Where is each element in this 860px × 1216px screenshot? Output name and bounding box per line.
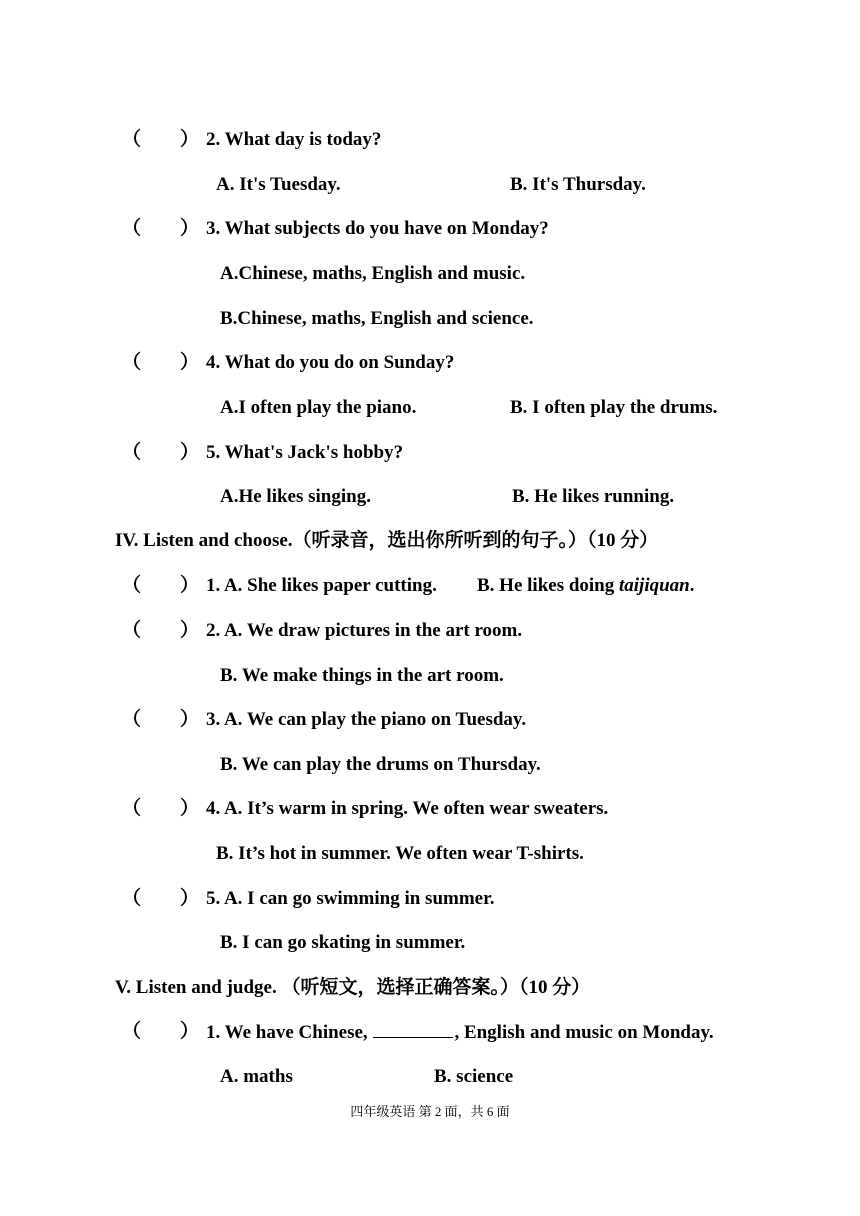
option-b: B. I can go skating in summer. — [220, 932, 466, 953]
question-3-5: 5. What's Jack's hobby? — [206, 442, 404, 463]
option-a: A.I often play the piano. — [220, 397, 417, 418]
answer-paren-close: ） — [180, 442, 200, 463]
question-4-2: 2. A. We draw pictures in the art room. — [206, 620, 523, 641]
question-3-4: 4. What do you do on Sunday? — [206, 352, 455, 373]
option-a: A.He likes singing. — [220, 486, 371, 507]
answer-paren-close: ） — [180, 798, 200, 819]
answer-paren-open: （ — [122, 575, 142, 596]
question-text-start: 1. We have Chinese, — [206, 1022, 373, 1043]
question-4-3: 3. A. We can play the piano on Tuesday. — [206, 709, 527, 730]
option-b: B. It's Thursday. — [510, 174, 646, 195]
answer-paren-close: ） — [180, 129, 200, 150]
answer-paren-close: ） — [180, 620, 200, 641]
question-5-1 — [206, 1021, 714, 1044]
section-heading: V. Listen and judge. （听短文，选择正确答案。）（10 分） — [115, 977, 591, 998]
option-b-italic: taijiquan — [619, 575, 690, 596]
fill-in-blank — [373, 1021, 453, 1038]
answer-paren-close: ） — [180, 709, 200, 730]
page-footer: 四年级英语 第 2 面，共 6 面 — [350, 1104, 510, 1119]
answer-paren-open: （ — [122, 218, 142, 239]
answer-paren-open: （ — [122, 129, 142, 150]
option-b: B.Chinese, maths, English and science. — [220, 308, 534, 329]
answer-paren-open: （ — [122, 620, 142, 641]
answer-paren-open: （ — [122, 709, 142, 730]
answer-paren-open: （ — [122, 442, 142, 463]
answer-paren-open: （ — [122, 1021, 142, 1042]
question-4-1: 1. A. She likes paper cutting. — [206, 575, 437, 596]
answer-paren-close: ） — [180, 1021, 200, 1042]
answer-paren-open: （ — [122, 798, 142, 819]
option-b-end: . — [689, 575, 695, 596]
option-b: B. We make things in the art room. — [220, 665, 504, 686]
question-4-4: 4. A. It’s warm in spring. We often wear sweaters. — [206, 798, 609, 819]
answer-paren-close: ） — [180, 575, 200, 596]
option-b: B. science — [434, 1066, 514, 1087]
option-b: B. We can play the drums on Thursday. — [220, 754, 541, 775]
option-b-text: B. He likes doing — [477, 575, 619, 596]
option-b: B. He likes running. — [512, 486, 675, 507]
option-a: A. It's Tuesday. — [216, 174, 341, 195]
option-b: B. I often play the drums. — [510, 397, 718, 418]
answer-paren-open: （ — [122, 888, 142, 909]
answer-paren-open: （ — [122, 352, 142, 373]
question-3-2: 2. What day is today? — [206, 129, 382, 150]
option-a: A.Chinese, maths, English and music. — [220, 263, 526, 284]
answer-paren-close: ） — [180, 218, 200, 239]
option-b: B. It’s hot in summer. We often wear T-shirts. — [216, 843, 584, 864]
option-b — [477, 575, 695, 597]
question-3-3: 3. What subjects do you have on Monday? — [206, 218, 549, 239]
option-a: A. maths — [220, 1066, 293, 1087]
question-text-end: , English and music on Monday. — [454, 1022, 714, 1043]
question-4-5: 5. A. I can go swimming in summer. — [206, 888, 495, 909]
answer-paren-close: ） — [180, 888, 200, 909]
answer-paren-close: ） — [180, 352, 200, 373]
section-heading: IV. Listen and choose.（听录音，选出你所听到的句子。）（10 分） — [115, 530, 659, 551]
